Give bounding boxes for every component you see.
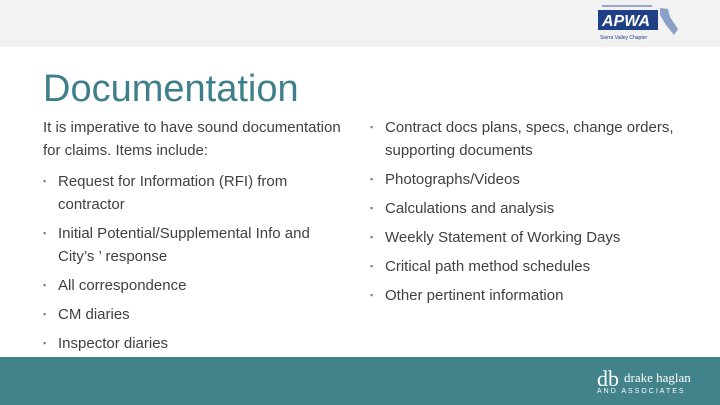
bullet-icon: ▪ xyxy=(370,174,374,184)
list-item xyxy=(370,168,690,191)
list-item-text: Contract docs plans, specs, change orders, supporting documents xyxy=(385,119,674,159)
drake-haglan-logo xyxy=(597,368,697,398)
list-item-text: Inspector diaries xyxy=(58,335,169,352)
list-item xyxy=(43,274,348,297)
right-column xyxy=(370,116,690,313)
list-item-text: Initial Potential/Supplemental Info and City’s ’ response xyxy=(58,225,310,265)
bullet-icon: ▪ xyxy=(370,261,374,271)
bullet-icon: ▪ xyxy=(43,176,47,186)
drake-haglan-logo-name: drake haglan xyxy=(624,370,691,385)
left-bullet-list xyxy=(43,170,348,355)
list-item xyxy=(370,284,690,307)
left-column xyxy=(43,116,348,361)
list-item-text: Other pertinent information xyxy=(385,287,564,304)
list-item xyxy=(370,197,690,220)
intro-text: It is imperative to have sound documentation for claims. Items include: xyxy=(43,119,341,159)
bullet-icon: ▪ xyxy=(370,232,374,242)
db-mark-icon: db xyxy=(597,366,619,391)
list-item xyxy=(43,332,348,355)
list-item xyxy=(43,303,348,326)
list-item-text: Calculations and analysis xyxy=(385,200,555,217)
apwa-logo-subtitle: Sierra Valley Chapter xyxy=(600,35,648,41)
bullet-icon: ▪ xyxy=(370,290,374,300)
list-item xyxy=(370,255,690,278)
slide-title: Documentation xyxy=(43,68,299,110)
bullet-icon: ▪ xyxy=(370,122,374,132)
bullet-icon: ▪ xyxy=(370,203,374,213)
list-item-text: Photographs/Videos xyxy=(385,171,520,188)
bullet-icon: ▪ xyxy=(43,280,47,290)
apwa-logo-text: APWA xyxy=(602,13,650,30)
list-item-text: CM diaries xyxy=(58,306,130,323)
list-item-text: Weekly Statement of Working Days xyxy=(385,229,621,246)
right-bullet-list xyxy=(370,116,690,307)
list-item-text: Critical path method schedules xyxy=(385,258,591,275)
bullet-icon: ▪ xyxy=(43,228,47,238)
list-item xyxy=(370,116,690,162)
list-item xyxy=(370,226,690,249)
apwa-logo xyxy=(590,3,682,43)
bullet-icon: ▪ xyxy=(43,309,47,319)
bullet-icon: ▪ xyxy=(43,338,47,348)
list-item xyxy=(43,170,348,216)
list-item-text: All correspondence xyxy=(58,277,187,294)
drake-haglan-logo-sub: AND ASSOCIATES xyxy=(597,388,686,395)
list-item-text: Request for Information (RFI) from contractor xyxy=(58,173,288,213)
list-item xyxy=(43,222,348,268)
